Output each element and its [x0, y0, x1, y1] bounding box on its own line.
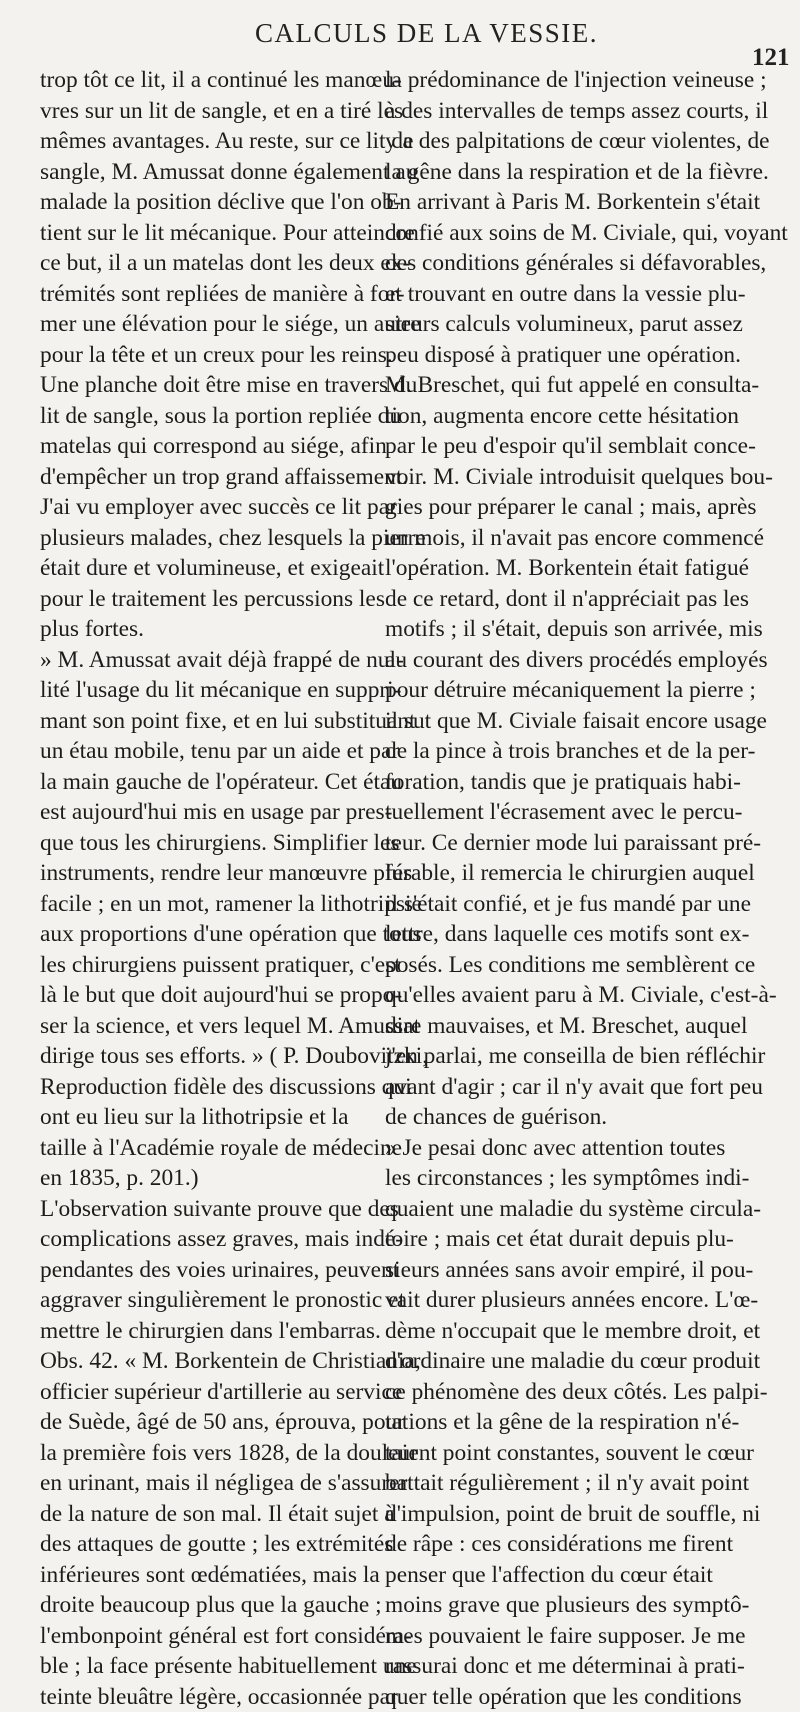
text-line: » M. Amussat avait déjà frappé de nul- [40, 645, 370, 676]
text-line: foration, tandis que je pratiquais habi- [385, 767, 780, 798]
text-line: j'en parlai, me conseilla de bien réfléchir [385, 1041, 780, 1072]
text-line: ce but, il a un matelas dont les deux ex- [40, 248, 370, 279]
text-line: inférieures sont œdématiées, mais la [40, 1560, 370, 1591]
text-line: tations et la gêne de la respiration n'é- [385, 1407, 780, 1438]
text-line: taient point constantes, souvent le cœur [385, 1438, 780, 1469]
text-line: aggraver singulièrement le pronostic et [40, 1285, 370, 1316]
page-number: 121 [752, 44, 790, 72]
text-line: là le but que doit aujourd'hui se propo- [40, 980, 370, 1011]
text-line: sieurs calculs volumineux, parut assez [385, 309, 780, 340]
text-line: malade la position déclive que l'on ob- [40, 187, 370, 218]
text-line: complications assez graves, mais indé- [40, 1224, 370, 1255]
text-line: tient sur le lit mécanique. Pour atteindre [40, 218, 370, 249]
text-line: vait durer plusieurs années encore. L'œ- [385, 1285, 780, 1316]
text-line: penser que l'affection du cœur était [385, 1560, 780, 1591]
text-line: trémités sont repliées de manière à for- [40, 279, 370, 310]
text-line: y a des palpitations de cœur violentes, de [385, 126, 780, 157]
text-line: quer telle opération que les conditions [385, 1682, 780, 1712]
text-line: la première fois vers 1828, de la douleur [40, 1438, 370, 1469]
text-line: gies pour préparer le canal ; mais, après [385, 492, 780, 523]
text-line: qu'elles avaient paru à M. Civiale, c'est-à- [385, 980, 780, 1011]
text-line: moins grave que plusieurs des symptô- [385, 1590, 780, 1621]
text-line: En arrivant à Paris M. Borkentein s'était [385, 187, 780, 218]
text-line: des attaques de goutte ; les extrémités [40, 1529, 370, 1560]
text-line: en urinant, mais il négligea de s'assurer [40, 1468, 370, 1499]
text-line: il sut que M. Civiale faisait encore usage [385, 706, 780, 737]
text-line: des conditions générales si défavorables, [385, 248, 780, 279]
text-line: officier supérieur d'artillerie au service [40, 1377, 370, 1408]
text-line: facile ; en un mot, ramener la lithotripsie [40, 889, 370, 920]
text-line: était dure et volumineuse, et exigeait [40, 553, 370, 584]
text-line: L'observation suivante prouve que des [40, 1194, 370, 1225]
text-line: ce phénomène des deux côtés. Les palpi- [385, 1377, 780, 1408]
text-line: un mois, il n'avait pas encore commencé [385, 523, 780, 554]
text-line: trop tôt ce lit, il a continué les manœu- [40, 65, 370, 96]
text-line: tuellement l'écrasement avec le percu- [385, 797, 780, 828]
text-line: posés. Les conditions me semblèrent ce [385, 950, 780, 981]
text-line: la prédominance de l'injection veineuse ; [385, 65, 780, 96]
text-line: les chirurgiens puissent pratiquer, c'est [40, 950, 370, 981]
text-line: de râpe : ces considérations me firent [385, 1529, 780, 1560]
text-line: mer une élévation pour le siége, un autre [40, 309, 370, 340]
text-line: par le peu d'espoir qu'il semblait conce- [385, 431, 780, 462]
text-line: l'embonpoint général est fort considéra- [40, 1621, 370, 1652]
text-line: peu disposé à pratiquer une opération. [385, 340, 780, 371]
text-line: lettre, dans laquelle ces motifs sont ex- [385, 919, 780, 950]
text-line: toire ; mais cet état durait depuis plu- [385, 1224, 780, 1255]
text-line: teinte bleuâtre légère, occasionnée par [40, 1682, 370, 1712]
text-line: motifs ; il s'était, depuis son arrivée, mis [385, 614, 780, 645]
text-line: de la pince à trois branches et de la per- [385, 736, 780, 767]
left-text-column [40, 65, 370, 1712]
text-line: dirige tous ses efforts. » ( P. Doubovitzki, [40, 1041, 370, 1072]
text-line: d'empêcher un trop grand affaissement. [40, 462, 370, 493]
text-line: teur. Ce dernier mode lui paraissant pré- [385, 828, 780, 859]
text-line: à des intervalles de temps assez courts, il [385, 96, 780, 127]
text-line: rassurai donc et me déterminai à prati- [385, 1651, 780, 1682]
text-line: la main gauche de l'opérateur. Cet étau [40, 767, 370, 798]
text-line: quaient une maladie du système circula- [385, 1194, 780, 1225]
text-line: lit de sangle, sous la portion repliée du [40, 401, 370, 432]
text-line: sangle, M. Amussat donne également au [40, 157, 370, 188]
right-text-column [385, 65, 780, 1712]
text-line: aux proportions d'une opération que tous [40, 919, 370, 950]
text-line: les circonstances ; les symptômes indi- [385, 1163, 780, 1194]
text-line: d'ordinaire une maladie du cœur produit [385, 1346, 780, 1377]
text-line: instruments, rendre leur manœuvre plus [40, 858, 370, 889]
text-line: J'ai vu employer avec succès ce lit par [40, 492, 370, 523]
text-line: de Suède, âgé de 50 ans, éprouva, pour [40, 1407, 370, 1438]
text-line: en 1835, p. 201.) [40, 1163, 370, 1194]
text-line: Obs. 42. « M. Borkentein de Christiania, [40, 1346, 370, 1377]
text-line: plus fortes. [40, 614, 370, 645]
text-line: lité l'usage du lit mécanique en suppri- [40, 675, 370, 706]
text-line: ble ; la face présente habituellement une [40, 1651, 370, 1682]
text-line: pour la tête et un creux pour les reins. [40, 340, 370, 371]
text-line: pour détruire mécaniquement la pierre ; [385, 675, 780, 706]
text-line: ser la science, et vers lequel M. Amussat [40, 1011, 370, 1042]
text-line: avant d'agir ; car il n'y avait que fort peu [385, 1072, 780, 1103]
text-line: droite beaucoup plus que la gauche ; [40, 1590, 370, 1621]
text-line: et trouvant en outre dans la vessie plu- [385, 279, 780, 310]
text-line: sieurs années sans avoir empiré, il pou- [385, 1255, 780, 1286]
text-line: » Je pesai donc avec attention toutes [385, 1133, 780, 1164]
text-line: de chances de guérison. [385, 1102, 780, 1133]
text-line: de ce retard, dont il n'appréciait pas les [385, 584, 780, 615]
text-line: il s'était confié, et je fus mandé par une [385, 889, 780, 920]
text-line: mettre le chirurgien dans l'embarras. [40, 1316, 370, 1347]
text-line: ont eu lieu sur la lithotripsie et la [40, 1102, 370, 1133]
text-line: pendantes des voies urinaires, peuvent [40, 1255, 370, 1286]
text-line: matelas qui correspond au siége, afin [40, 431, 370, 462]
text-line: voir. M. Civiale introduisit quelques bou- [385, 462, 780, 493]
text-line: mêmes avantages. Au reste, sur ce lit de [40, 126, 370, 157]
text-line: Une planche doit être mise en travers du [40, 370, 370, 401]
text-line: férable, il remercia le chirurgien auquel [385, 858, 780, 889]
text-line: est aujourd'hui mis en usage par pres- [40, 797, 370, 828]
text-line: vres sur un lit de sangle, et en a tiré les [40, 96, 370, 127]
text-line: que tous les chirurgiens. Simplifier les [40, 828, 370, 859]
text-line: battait régulièrement ; il n'y avait point [385, 1468, 780, 1499]
text-line: confié aux soins de M. Civiale, qui, voyant [385, 218, 780, 249]
text-line: taille à l'Académie royale de médecine [40, 1133, 370, 1164]
text-line: M. Breschet, qui fut appelé en consulta- [385, 370, 780, 401]
text-line: l'opération. M. Borkentein était fatigué [385, 553, 780, 584]
text-line: la gêne dans la respiration et de la fièvre. [385, 157, 780, 188]
text-line: plusieurs malades, chez lesquels la pierre [40, 523, 370, 554]
text-line: dème n'occupait que le membre droit, et [385, 1316, 780, 1347]
text-line: d'impulsion, point de bruit de souffle, ni [385, 1499, 780, 1530]
text-line: mes pouvaient le faire supposer. Je me [385, 1621, 780, 1652]
text-line: tion, augmenta encore cette hésitation [385, 401, 780, 432]
text-line: un étau mobile, tenu par un aide et par [40, 736, 370, 767]
text-line: au courant des divers procédés employés [385, 645, 780, 676]
text-line: pour le traitement les percussions les [40, 584, 370, 615]
text-line: de la nature de son mal. Il était sujet à [40, 1499, 370, 1530]
text-line: dire mauvaises, et M. Breschet, auquel [385, 1011, 780, 1042]
text-line: mant son point fixe, et en lui substituant [40, 706, 370, 737]
text-line: Reproduction fidèle des discussions qui [40, 1072, 370, 1103]
running-title: CALCULS DE LA VESSIE. [255, 18, 598, 49]
